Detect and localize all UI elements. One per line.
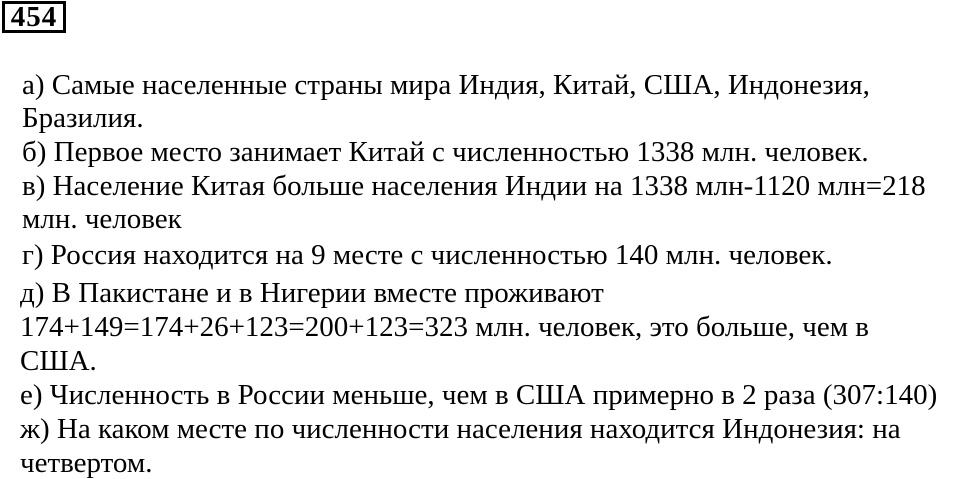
answer-zh-line-1: ж) На каком месте по численности населения находится Индонезия: на bbox=[20, 413, 901, 445]
answer-a-line-2: Бразилия. bbox=[22, 102, 144, 134]
answer-d-line-3: США. bbox=[20, 345, 97, 377]
answer-v-line-2: млн. человек bbox=[22, 203, 182, 235]
answer-e-line: е) Численность в России меньше, чем в США примерно в 2 раза (307:140) bbox=[20, 379, 938, 411]
answer-d-line-1: д) В Пакистане и в Нигерии вместе проживают bbox=[20, 277, 604, 309]
answer-b-line: б) Первое место занимает Китай с численностью 1338 млн. человек. bbox=[22, 136, 869, 168]
answer-g-line: г) Россия находится на 9 месте с численностью 140 млн. человек. bbox=[22, 239, 833, 271]
answer-zh-line-2: четвертом. bbox=[20, 447, 153, 479]
answer-v-line-1: в) Население Китая больше населения Индии на 1338 млн-1120 млн=218 bbox=[22, 170, 926, 202]
problem-number-badge: 454 bbox=[2, 1, 66, 33]
answer-a-line-1: а) Самые населенные страны мира Индия, Китай, США, Индонезия, bbox=[22, 69, 870, 101]
answer-d-line-2: 174+149=174+26+123=200+123=323 млн. человек, это больше, чем в bbox=[20, 311, 870, 343]
